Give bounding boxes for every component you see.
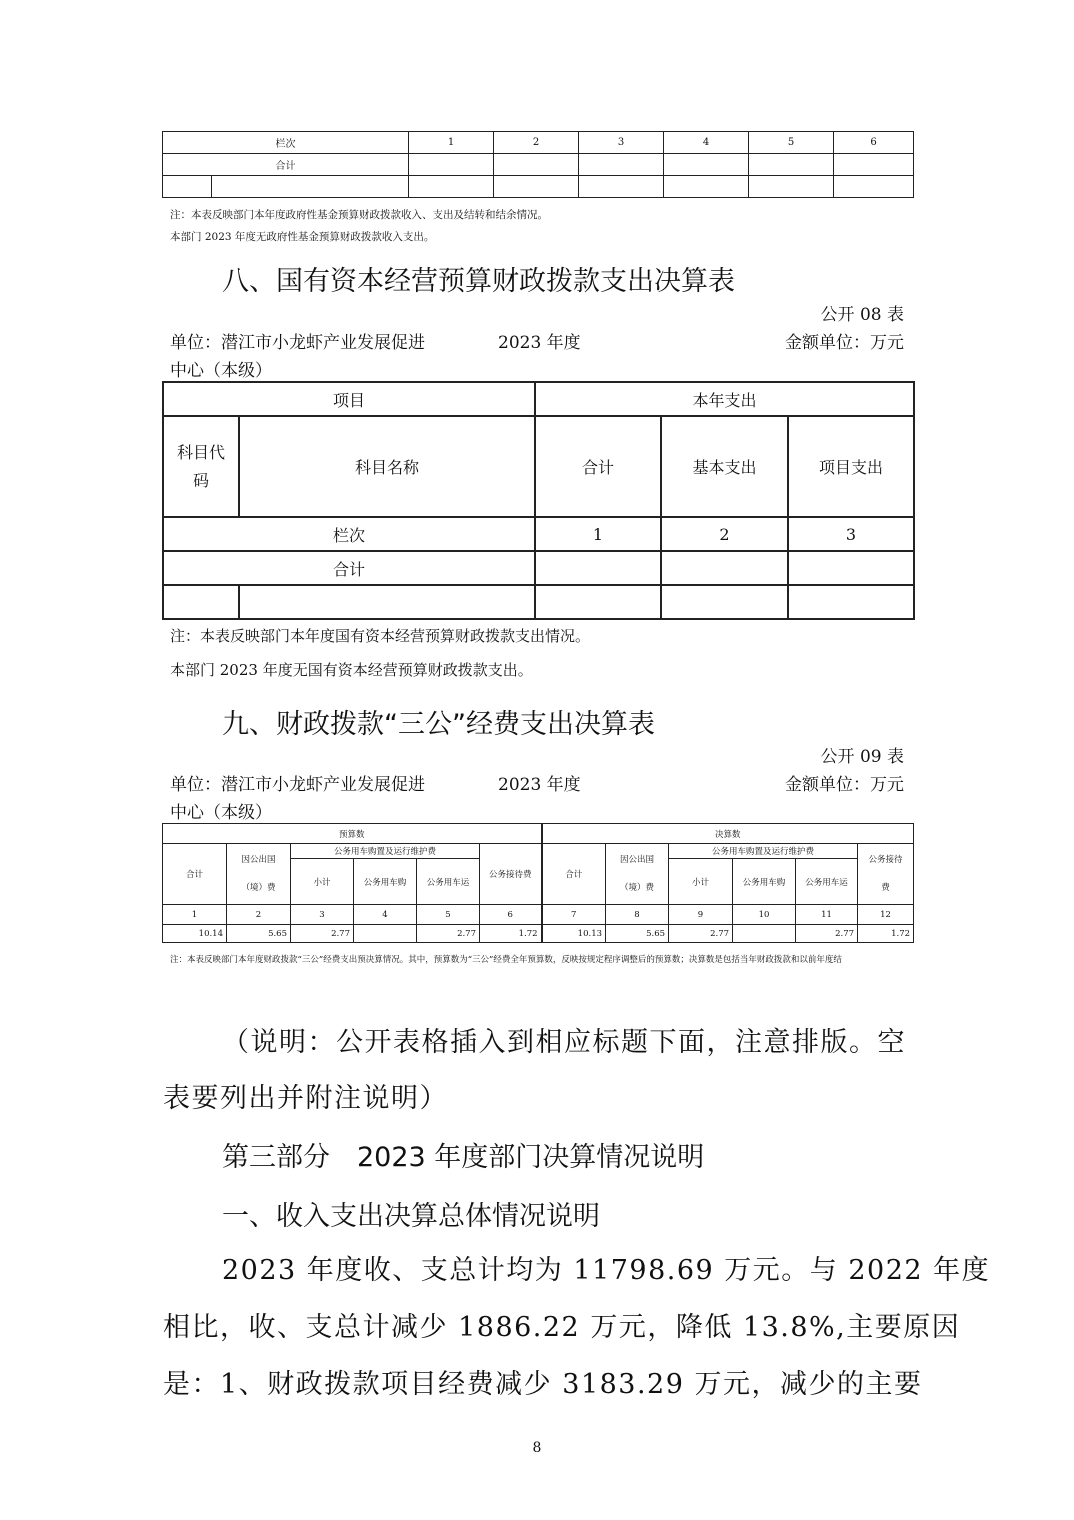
col-number: 2 xyxy=(227,905,291,925)
currency-label: 金额单位：万元 xyxy=(785,333,904,353)
value-cell xyxy=(354,925,417,943)
header-purchase: 公务用车购 xyxy=(354,859,417,905)
year-label: 2023 年度 xyxy=(498,333,581,353)
header-reception: 公务接待 费 xyxy=(858,844,914,905)
value-cell: 10.14 xyxy=(163,925,227,943)
state-capital-table xyxy=(162,381,915,620)
section-title: 九、财政拨款“三公”经费支出决算表 xyxy=(222,709,655,740)
explanation-line: （说明：公开表格插入到相应标题下面，注意排版。空 xyxy=(222,1027,906,1058)
form-number: 公开 08 表 xyxy=(820,305,904,325)
value-cell xyxy=(733,925,796,943)
table-row xyxy=(163,925,914,943)
col-number: 1 xyxy=(535,517,661,551)
value-cell: 2.77 xyxy=(669,925,733,943)
table-note: 本部门 2023 年度无政府性基金预算财政拨款收入支出。 xyxy=(170,231,435,243)
unit-label-cont: 中心（本级） xyxy=(170,361,272,381)
unit-label-cont: 中心（本级） xyxy=(170,803,272,823)
col-number: 6 xyxy=(834,132,914,154)
three-public-table xyxy=(162,823,914,943)
lanci-label: 栏次 xyxy=(163,517,535,551)
explanation-line: 表要列出并附注说明） xyxy=(163,1083,448,1114)
col-number: 5 xyxy=(417,905,480,925)
header-subtotal: 小计 xyxy=(291,859,354,905)
form-number: 公开 09 表 xyxy=(820,747,904,767)
header-total: 合计 xyxy=(163,844,227,905)
fund-budget-table xyxy=(162,131,914,198)
header-total: 合计 xyxy=(535,416,661,517)
table-row xyxy=(163,154,914,176)
col-number: 7 xyxy=(542,905,606,925)
col-number: 11 xyxy=(796,905,858,925)
total-label: 合计 xyxy=(163,154,409,176)
table-row xyxy=(163,844,914,859)
header-abroad: 因公出国 （境）费 xyxy=(227,844,291,905)
header-current-year: 本年支出 xyxy=(535,382,914,416)
unit-label: 单位：潜江市小龙虾产业发展促进 xyxy=(170,775,425,795)
table-note: 注：本表反映部门本年度国有资本经营预算财政拨款支出情况。 xyxy=(170,627,591,645)
col-number: 8 xyxy=(606,905,669,925)
header-total: 合计 xyxy=(542,844,606,905)
header-project: 项目 xyxy=(163,382,535,416)
col-number: 4 xyxy=(354,905,417,925)
col-number: 3 xyxy=(788,517,914,551)
value-cell: 2.77 xyxy=(291,925,354,943)
col-number: 4 xyxy=(664,132,749,154)
table-row xyxy=(163,416,914,517)
value-cell: 2.77 xyxy=(796,925,858,943)
header-reception: 公务接待费 xyxy=(480,844,542,905)
col-number: 6 xyxy=(480,905,542,925)
table-row xyxy=(163,905,914,925)
table-note: 本部门 2023 年度无国有资本经营预算财政拨款支出。 xyxy=(170,661,533,679)
header-vehicle: 公务用车购置及运行维护费 xyxy=(669,844,858,859)
header-budget: 预算数 xyxy=(163,824,542,844)
header-abroad: 因公出国 （境）费 xyxy=(606,844,669,905)
table-row xyxy=(163,551,914,585)
col-number: 5 xyxy=(749,132,834,154)
col-number: 12 xyxy=(858,905,914,925)
header-code: 科目代码 xyxy=(163,416,239,517)
value-cell: 10.13 xyxy=(542,925,606,943)
currency-label: 金额单位：万元 xyxy=(785,775,904,795)
col-number: 3 xyxy=(291,905,354,925)
section-title: 八、国有资本经营预算财政拨款支出决算表 xyxy=(222,266,735,297)
value-cell: 5.65 xyxy=(606,925,669,943)
table-row xyxy=(163,176,914,198)
header-purchase: 公务用车购 xyxy=(733,859,796,905)
col-number: 10 xyxy=(733,905,796,925)
header-name: 科目名称 xyxy=(239,416,535,517)
header-project-exp: 项目支出 xyxy=(788,416,914,517)
header-final: 决算数 xyxy=(542,824,914,844)
paragraph-line: 是：1、财政拨款项目经费减少 3183.29 万元，减少的主要 xyxy=(163,1369,923,1400)
paragraph-line: 相比，收、支总计减少 1886.22 万元，降低 13.8%,主要原因 xyxy=(163,1312,961,1343)
header-basic: 基本支出 xyxy=(661,416,788,517)
lanci-label: 栏次 xyxy=(163,132,409,154)
total-label: 合计 xyxy=(163,551,535,585)
value-cell: 1.72 xyxy=(480,925,542,943)
paragraph-line: 2023 年度收、支总计均为 11798.69 万元。与 2022 年度 xyxy=(222,1255,991,1286)
col-number: 1 xyxy=(163,905,227,925)
part-title: 第三部分 2023 年度部门决算情况说明 xyxy=(222,1142,705,1173)
unit-label: 单位：潜江市小龙虾产业发展促进 xyxy=(170,333,425,353)
col-number: 2 xyxy=(661,517,788,551)
table-note: 注：本表反映部门本年度财政拨款“三公”经费支出预决算情况。其中，预算数为“三公”经费全年预算数，反映按规定程序调整后的预算数；决算数是包括当年财政拨款和以前年度结 xyxy=(170,955,842,965)
header-vehicle: 公务用车购置及运行维护费 xyxy=(291,844,480,859)
col-number: 9 xyxy=(669,905,733,925)
table-row xyxy=(163,382,914,416)
header-operation: 公务用车运 xyxy=(796,859,858,905)
header-subtotal: 小计 xyxy=(669,859,733,905)
col-number: 2 xyxy=(494,132,579,154)
header-operation: 公务用车运 xyxy=(417,859,480,905)
table-note: 注：本表反映部门本年度政府性基金预算财政拨款收入、支出及结转和结余情况。 xyxy=(170,209,548,221)
col-number: 3 xyxy=(579,132,664,154)
col-number: 1 xyxy=(409,132,494,154)
page-number: 8 xyxy=(532,1440,542,1456)
subsection-title: 一、收入支出决算总体情况说明 xyxy=(222,1201,600,1232)
table-row xyxy=(163,585,914,619)
value-cell: 5.65 xyxy=(227,925,291,943)
table-row xyxy=(163,517,914,551)
table-row xyxy=(163,132,914,154)
year-label: 2023 年度 xyxy=(498,775,581,795)
value-cell: 1.72 xyxy=(858,925,914,943)
value-cell: 2.77 xyxy=(417,925,480,943)
table-row xyxy=(163,824,914,844)
